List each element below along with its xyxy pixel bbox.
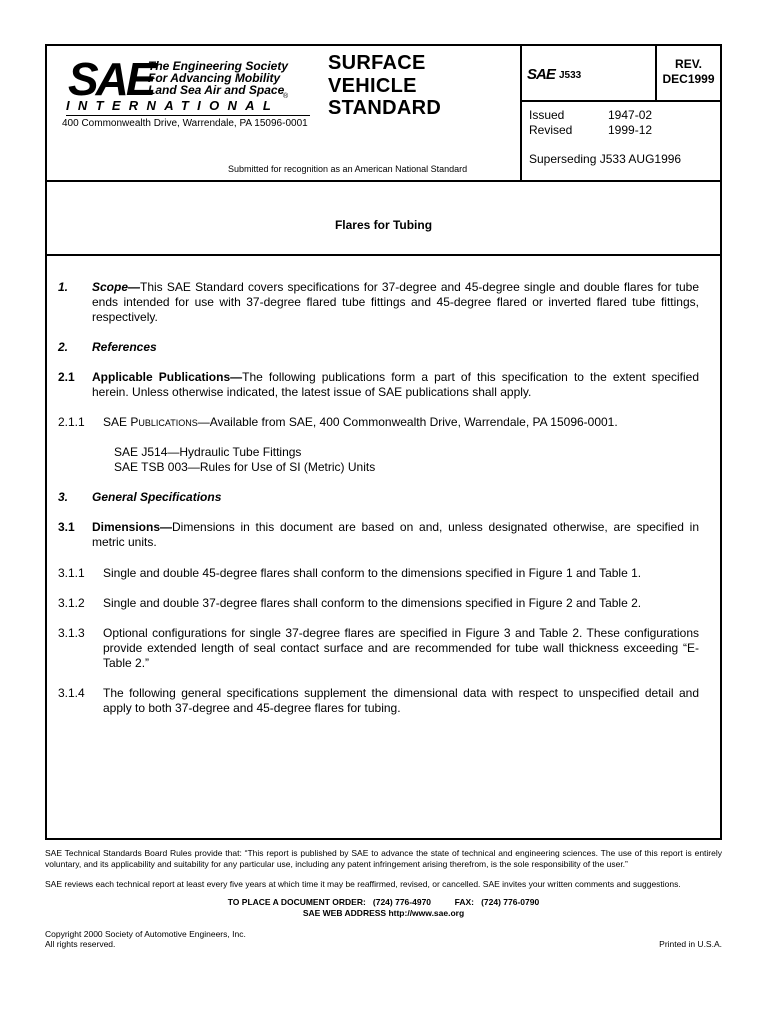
section-3-1-4-number: 3.1.4 [58,686,85,700]
footer-rights: All rights reserved. [45,939,116,949]
footer-rules: SAE Technical Standards Board Rules provide that: “This report is published by SAE to advance the state of technical and engineering sciences. The use of this report is entirely voluntary, and its applicability and suitability for any particular use, including any patent infringement arising therefrom, is the sole responsibility of the user.” [45,848,722,869]
title-line-2: VEHICLE [328,75,417,97]
section-3-1-1-text: Single and double 45-degree flares shall conform to the dimensions specified in Figure 1 and Table 1. [103,566,642,580]
reference-item-2: SAE TSB 003—Rules for Use of SI (Metric) Units [114,460,376,474]
section-3-1-3-number: 3.1.3 [58,626,85,640]
title-line-1: SURFACE [328,52,426,74]
sae-publications-prefix: SAE P [103,415,139,429]
footer-copyright: Copyright 2000 Society of Automotive Engineers, Inc. [45,929,246,939]
tagline-line-3: Land Sea Air and Space [148,83,285,97]
section-3-1-heading: Dimensions— [92,520,173,534]
sae-mark: SAE [527,66,555,83]
section-1-heading: Scope— [92,280,141,294]
sae-publications-smallcaps: UBLICATIONS [138,418,198,428]
rev-label: REV. [675,57,702,71]
footer-web-line: SAE WEB ADDRESS http://www.sae.org [302,908,465,918]
section-1-paragraph [92,280,699,325]
section-3-1-paragraph [92,520,699,550]
superseding-note: Superseding J533 AUG1996 [529,152,682,166]
registered-mark: ® [283,93,289,100]
section-3-1-3-text: Optional configurations for single 37-degree flares are specified in Figure 3 and Table 2. These configurations provide extended length of seal contact surface and are recommended for tube wall thickness exceeding “E-Table 2.” [103,626,699,670]
section-2-1-1-number: 2.1.1 [58,415,85,429]
title-line-3: STANDARD [328,97,442,119]
section-2-1-1-text: —Available from SAE, 400 Commonwealth Drive, Warrendale, PA 15096-0001. [197,415,618,429]
section-1-number: 1. [58,280,69,294]
section-3-1-4-text: The following general specifications supplement the dimensional data with respect to unspecified detail and apply to both 37-degree and 45-degree flares for tubing. [103,686,699,715]
section-3-1-1-number: 3.1.1 [58,566,85,580]
submitted-note: Submitted for recognition as an American National Standard [228,164,468,174]
section-2-1-1-paragraph [103,415,618,431]
issued-value: 1947-02 [608,108,653,122]
issued-label: Issued [529,108,565,122]
section-3-heading: General Specifications [92,490,222,504]
section-2-1-heading: Applicable Publications— [92,370,243,384]
section-3-1-2-text: Single and double 37-degree flares shall conform to the dimensions specified in Figure 2 and Table 2. [103,596,642,610]
section-2-1-paragraph [92,370,699,400]
sae-logo: SAE [68,53,154,105]
doc-number: J533 [559,70,582,81]
revised-value: 1999-12 [608,123,653,137]
section-1-text: This SAE Standard covers specifications for 37-degree and 45-degree single and double flares for tube ends intended for use with 37-degree flared tube fittings and 45-degree flared or inverted flared tube fittings, respectively. [92,280,699,324]
section-3-1-2-number: 3.1.2 [58,596,85,610]
section-2-number: 2. [58,340,69,354]
rev-date: DEC1999 [662,72,715,86]
sae-address: 400 Commonwealth Drive, Warrendale, PA 15096-0001 [62,118,308,129]
footer-review: SAE reviews each technical report at least every five years at which time it may be reaffirmed, revised, or cancelled. SAE invites your written comments and suggestions. [45,879,681,889]
section-3-number: 3. [58,490,69,504]
tagline-line-1: The Engineering Society [148,59,289,73]
section-2-1-number: 2.1 [58,370,75,384]
international-label: INTERNATIONAL [66,98,280,113]
section-3-1-text: Dimensions in this document are based on and, unless designated otherwise, are specified in metric units. [92,520,699,549]
section-2-1-text: The following publications form a part of this specification to the extent specified herein. Unless otherwise indicated, the latest issue of SAE publications shall apply. [92,370,700,399]
revised-label: Revised [529,123,573,137]
document-title: Flares for Tubing [334,218,433,232]
footer-printed: Printed in U.S.A. [659,939,722,949]
section-3-1-number: 3.1 [58,520,75,534]
tagline-line-2: For Advancing Mobility [148,71,281,85]
logo-divider [66,115,310,116]
reference-item-1: SAE J514—Hydraulic Tube Fittings [114,445,302,459]
footer-order-line: TO PLACE A DOCUMENT ORDER: (724) 776-4970 FAX: (724) 776-0790 [227,897,540,907]
section-2-heading: References [92,340,157,354]
